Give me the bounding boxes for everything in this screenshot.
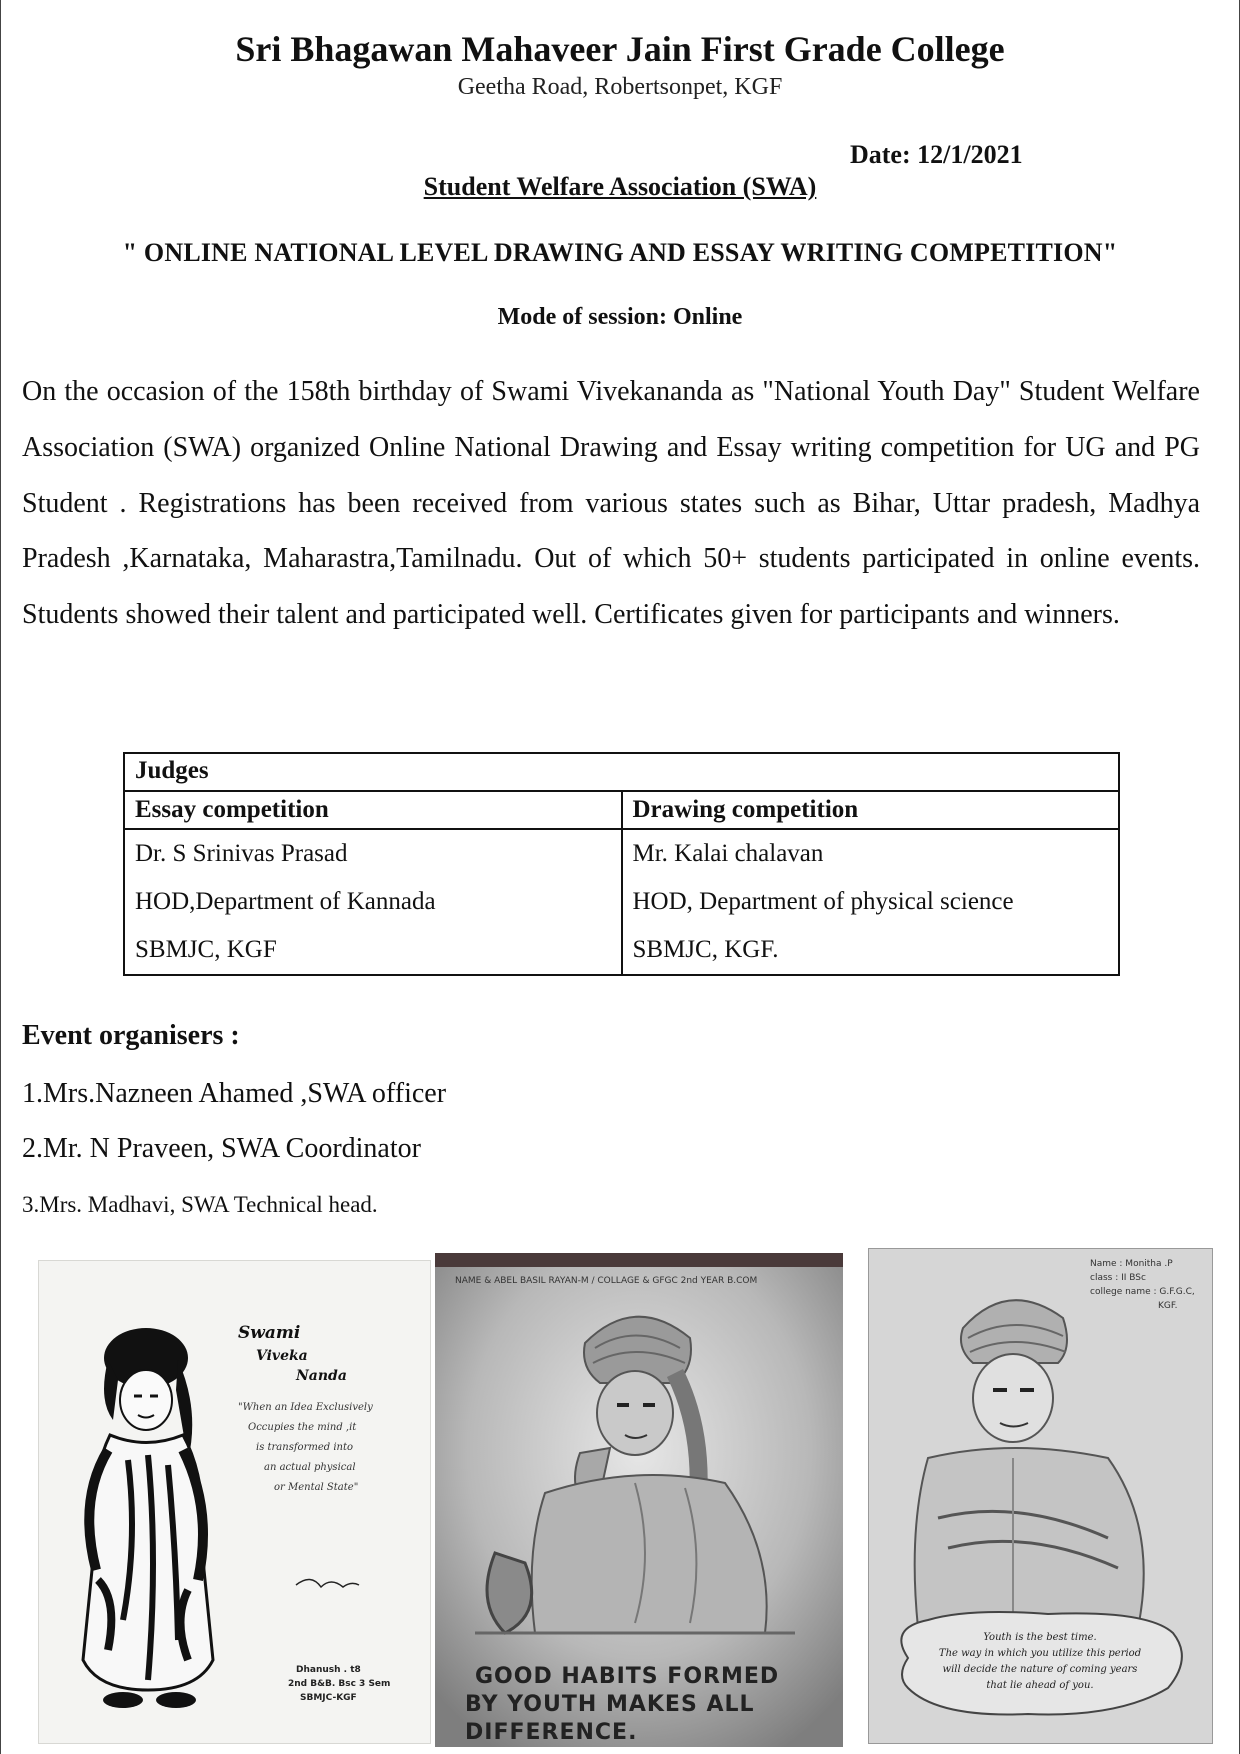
drawing3-quote-line: Youth is the best time.	[983, 1632, 1097, 1643]
essay-heading: Essay competition	[124, 791, 622, 829]
college-address: Geetha Road, Robertsonpet, KGF	[457, 74, 783, 100]
drawing-photo-2	[435, 1253, 843, 1747]
drawing-judge-name: Mr. Kalai chalavan	[632, 840, 824, 867]
drawing-heading: Drawing competition	[622, 791, 1120, 829]
association-heading: Student Welfare Association (SWA)	[423, 172, 817, 201]
drawing1-quote-line: an actual physical	[264, 1462, 356, 1473]
drawing3-info-line: class : II BSc	[1090, 1273, 1146, 1283]
organiser-item: 3.Mrs. Madhavi, SWA Technical head.	[22, 1192, 378, 1217]
drawing3-quote-line: will decide the nature of coming years	[942, 1664, 1138, 1675]
drawing1-quote-line: is transformed into	[256, 1442, 354, 1453]
drawing3-info-line: KGF.	[1158, 1301, 1178, 1311]
drawing3-quote-line: that lie ahead of you.	[986, 1680, 1094, 1691]
drawing1-title-line: Viveka	[256, 1348, 308, 1364]
drawing-judge-cell	[622, 829, 1120, 975]
drawing1-signature-line: 2nd B&B. Bsc 3 Sem	[288, 1679, 391, 1689]
drawing3-info-line: college name : G.F.G.C,	[1090, 1287, 1195, 1297]
drawing1-quote-line: or Mental State"	[274, 1482, 359, 1493]
session-mode: Mode of session: Online	[497, 304, 743, 330]
organiser-item: 1.Mrs.Nazneen Ahamed ,SWA officer	[22, 1078, 447, 1109]
drawing1-title-line: Swami	[238, 1323, 301, 1343]
drawing2-caption-line: BY YOUTH MAKES ALL	[465, 1692, 755, 1717]
drawing2-top-line: NAME & ABEL BASIL RAYAN-M / COLLAGE & GFGC 2nd YEAR B.COM	[455, 1276, 758, 1286]
college-name: Sri Bhagawan Mahaveer Jain First Grade College	[235, 29, 1005, 69]
drawing-photo-1	[38, 1260, 431, 1744]
drawing-photo-3	[868, 1248, 1213, 1744]
drawing-judge-org: SBMJC, KGF.	[632, 936, 779, 963]
drawing1-quote-line: Occupies the mind ,it	[248, 1422, 357, 1433]
report-paragraph: On the occasion of the 158th birthday of Swami Vivekananda as "National Youth Day" Student Welfare Association (SWA) organized Online National Drawing and Essay writing competition for UG and PG Student . Registrations has been received from various states such as Bihar, Uttar pradesh, Madhya Pradesh ,Karnataka, Maharastra,Tamilnadu. Out of which 50+ students participated in online events. Students showed their talent and participated well. Certificates given for participants and winners.	[22, 376, 1200, 631]
judges-title: Judges	[124, 753, 1119, 791]
drawing-judge-dept: HOD, Department of physical science	[632, 888, 1014, 915]
drawing1-signature-line: Dhanush . t8	[296, 1665, 361, 1675]
drawing1-quote-line: "When an Idea Exclusively	[238, 1402, 373, 1413]
drawing3-info-line: Name : Monitha .P	[1090, 1259, 1173, 1269]
drawing1-title-line: Nanda	[296, 1368, 347, 1384]
event-title: " ONLINE NATIONAL LEVEL DRAWING AND ESSAY WRITING COMPETITION"	[122, 238, 1118, 267]
essay-judge-org: SBMJC, KGF	[135, 936, 277, 963]
drawing2-caption-line: DIFFERENCE.	[465, 1720, 638, 1745]
drawing3-quote-line: The way in which you utilize this period	[938, 1648, 1142, 1659]
essay-judge-dept: HOD,Department of Kannada	[135, 888, 436, 915]
essay-judge-cell	[124, 829, 622, 975]
document-date: Date: 12/1/2021	[850, 140, 1023, 169]
drawing2-caption-line: GOOD HABITS FORMED	[475, 1664, 780, 1689]
organiser-item: 2.Mr. N Praveen, SWA Coordinator	[22, 1133, 421, 1164]
essay-judge-name: Dr. S Srinivas Prasad	[135, 840, 348, 867]
organisers-title: Event organisers :	[22, 1020, 240, 1051]
judges-table	[123, 752, 1120, 976]
drawing1-signature-line: SBMJC-KGF	[300, 1693, 357, 1703]
